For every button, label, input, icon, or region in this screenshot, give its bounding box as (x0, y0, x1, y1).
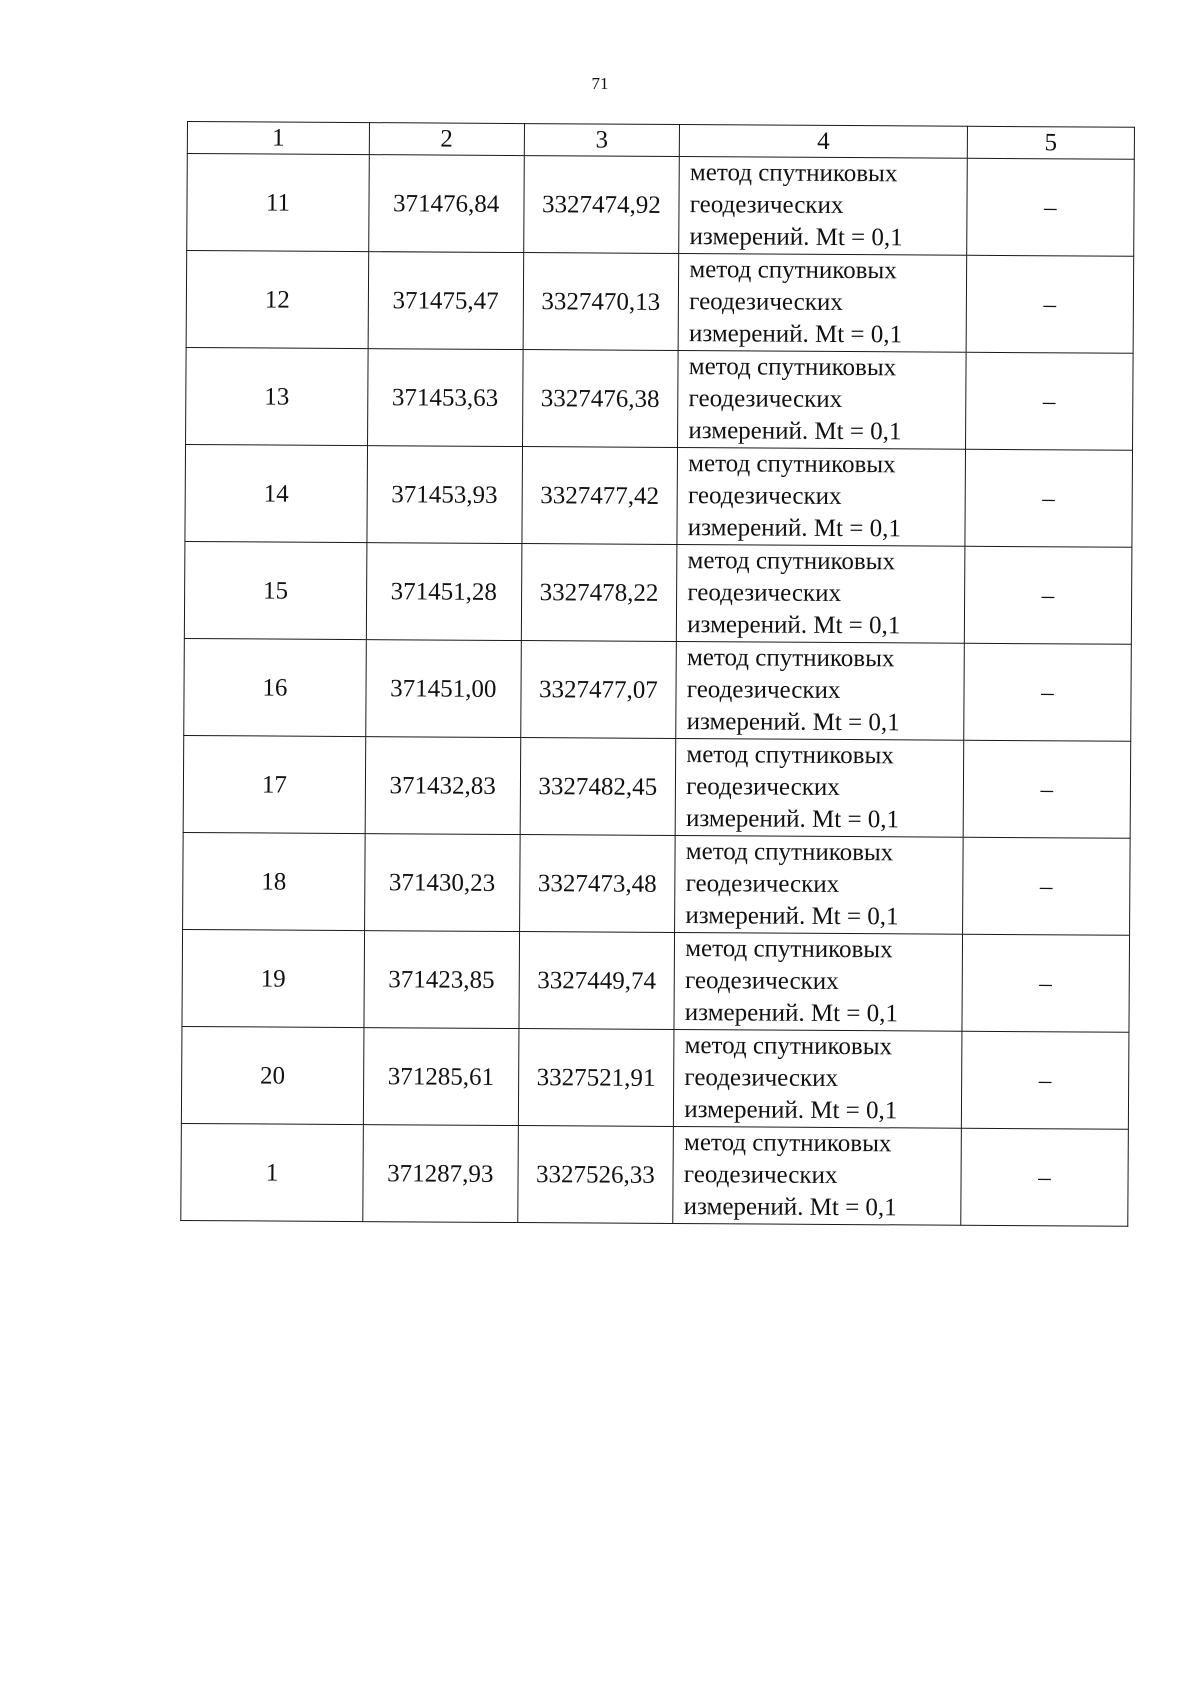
method-line: геодезических (689, 288, 843, 317)
header-col-5: 5 (967, 126, 1134, 159)
point-number-cell: 15 (184, 541, 366, 639)
table-row (182, 929, 1130, 1032)
method-line: геодезических (687, 482, 842, 511)
point-number-cell: 19 (182, 929, 364, 1027)
method-line: метод спутниковых (689, 256, 897, 285)
note-cell: – (963, 740, 1131, 838)
table-body (181, 154, 1135, 1227)
method-line: измерений. Mt = 0,1 (688, 320, 903, 349)
table-row (187, 154, 1135, 257)
y-coordinate-cell: 3327477,07 (520, 641, 676, 739)
x-coordinate-cell: 371475,47 (368, 252, 523, 350)
method-line: метод спутниковых (688, 353, 897, 382)
method-line: измерений. Mt = 0,1 (684, 999, 899, 1028)
method-line: измерений. Mt = 0,1 (686, 708, 900, 737)
y-coordinate-cell: 3327478,22 (521, 544, 677, 642)
x-coordinate-cell: 371430,23 (364, 834, 519, 932)
y-coordinate-cell: 3327474,92 (523, 156, 679, 254)
y-coordinate-cell: 3327449,74 (519, 932, 675, 1030)
method-line: метод спутниковых (684, 1032, 893, 1061)
method-line: измерений. Mt = 0,1 (687, 514, 901, 543)
y-coordinate-cell: 3327476,38 (522, 350, 678, 448)
method-line: измерений. Mt = 0,1 (683, 1193, 897, 1222)
method-line: метод спутниковых (689, 159, 898, 188)
method-cell (677, 545, 965, 644)
x-coordinate-cell: 371453,93 (367, 446, 522, 544)
table-row (183, 832, 1131, 935)
note-cell: – (965, 352, 1133, 450)
method-line: метод спутниковых (687, 547, 896, 576)
method-line: измерений. Mt = 0,1 (687, 611, 901, 640)
method-line: геодезических (688, 385, 843, 414)
y-coordinate-cell: 3327521,91 (518, 1029, 674, 1127)
point-number-cell: 20 (181, 1026, 363, 1124)
method-cell (677, 448, 965, 547)
y-coordinate-cell: 3327477,42 (521, 447, 677, 545)
method-line: геодезических (686, 773, 840, 801)
method-line: метод спутниковых (685, 935, 893, 964)
method-line: метод спутниковых (683, 1129, 892, 1158)
method-cell (678, 254, 966, 353)
method-cell (674, 1029, 962, 1128)
method-line: измерений. Mt = 0,1 (685, 805, 900, 834)
point-number-cell: 17 (183, 735, 365, 833)
note-cell: – (966, 158, 1134, 256)
note-cell: – (962, 837, 1130, 935)
x-coordinate-cell: 371451,28 (366, 543, 521, 641)
table-row (181, 1026, 1129, 1129)
method-cell (679, 157, 967, 256)
table-row (184, 541, 1132, 644)
x-coordinate-cell: 371432,83 (365, 737, 520, 835)
header-col-4: 4 (680, 125, 968, 159)
method-cell (675, 835, 963, 934)
header-col-2: 2 (369, 123, 524, 156)
y-coordinate-cell: 3327526,33 (517, 1126, 673, 1224)
note-cell: – (961, 1031, 1129, 1129)
method-cell (675, 738, 963, 837)
point-number-cell: 13 (186, 347, 368, 445)
point-number-cell: 14 (185, 444, 367, 542)
method-line: метод спутниковых (685, 838, 894, 867)
note-cell: – (964, 546, 1132, 644)
method-line: измерений. Mt = 0,1 (688, 417, 902, 446)
method-line: измерений. Mt = 0,1 (689, 223, 903, 252)
table-row (185, 444, 1133, 547)
x-coordinate-cell: 371453,63 (367, 349, 522, 447)
y-coordinate-cell: 3327482,45 (520, 738, 676, 836)
method-line: геодезических (687, 579, 842, 608)
header-col-1: 1 (187, 122, 369, 155)
method-line: геодезических (684, 1064, 839, 1092)
point-number-cell: 16 (184, 638, 366, 736)
method-line: метод спутниковых (688, 450, 896, 479)
table-row (183, 735, 1131, 838)
y-coordinate-cell: 3327470,13 (523, 253, 679, 351)
note-cell: – (960, 1128, 1128, 1226)
note-cell: – (966, 255, 1134, 353)
method-line: геодезических (685, 870, 840, 898)
method-line: метод спутниковых (686, 741, 894, 770)
table-row (181, 1123, 1129, 1226)
coordinates-table (180, 121, 1135, 1227)
point-number-cell: 11 (187, 154, 369, 252)
method-line: геодезических (684, 967, 839, 995)
method-line: метод спутниковых (686, 644, 895, 673)
table-row (186, 347, 1134, 450)
point-number-cell: 1 (181, 1123, 363, 1221)
x-coordinate-cell: 371287,93 (363, 1125, 518, 1223)
note-cell: – (965, 449, 1133, 547)
point-number-cell: 18 (183, 832, 365, 930)
point-number-cell: 12 (186, 251, 368, 349)
method-line: геодезических (683, 1161, 838, 1189)
table-row (184, 638, 1132, 741)
y-coordinate-cell: 3327473,48 (519, 835, 675, 933)
method-line: измерений. Mt = 0,1 (685, 902, 899, 931)
page-number: 71 (591, 74, 609, 93)
method-cell (673, 1126, 961, 1225)
x-coordinate-cell: 371285,61 (363, 1028, 518, 1126)
method-cell (674, 932, 962, 1031)
header-col-3: 3 (524, 124, 680, 157)
method-line: измерений. Mt = 0,1 (684, 1096, 898, 1125)
note-cell: – (963, 643, 1131, 741)
note-cell: – (962, 934, 1130, 1032)
x-coordinate-cell: 371423,85 (364, 931, 519, 1029)
x-coordinate-cell: 371451,00 (366, 640, 521, 738)
method-line: геодезических (689, 191, 844, 220)
method-cell (678, 351, 966, 450)
x-coordinate-cell: 371476,84 (369, 155, 524, 253)
table-row (186, 251, 1134, 354)
method-line: геодезических (686, 676, 841, 705)
method-cell (676, 642, 964, 741)
